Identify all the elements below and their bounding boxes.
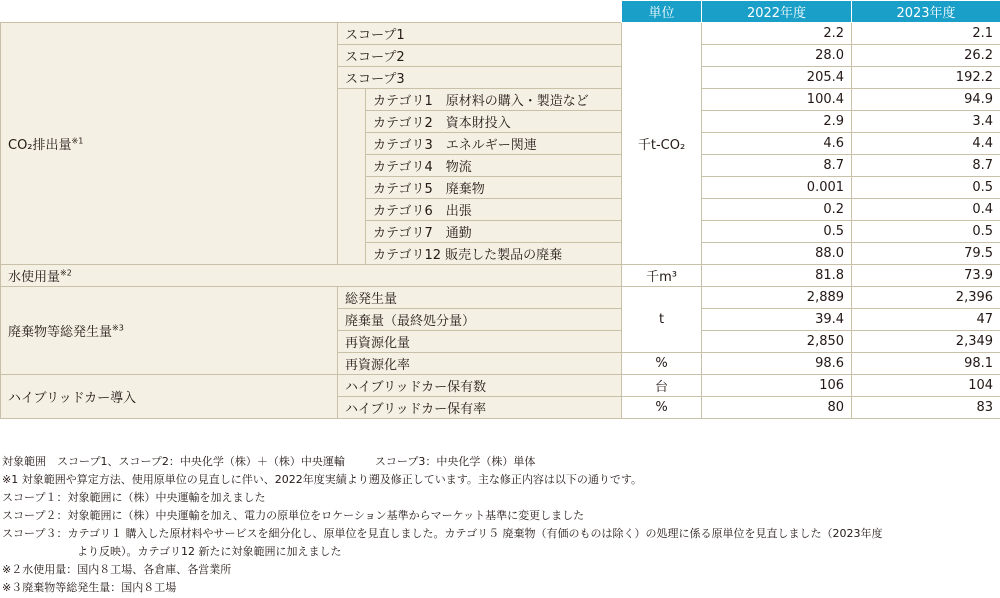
value-cell: 0.5	[852, 221, 1000, 243]
scope-note: 対象範囲 スコープ1、スコープ2：中央化学（株）＋（株）中央運輸 スコープ3：中央化学（株）単体	[2, 455, 536, 468]
value-cell: 2.2	[702, 23, 852, 45]
value-cell: 4.6	[702, 133, 852, 155]
value-cell: 88.0	[702, 243, 852, 265]
table-row	[1, 23, 1000, 45]
category-label: カテゴリ3 エネルギー関連	[366, 133, 622, 155]
header-row	[1, 1, 1000, 23]
category-label: カテゴリ4 物流	[366, 155, 622, 177]
value-cell: 0.4	[852, 199, 1000, 221]
table-row	[1, 287, 1000, 309]
value-cell: 4.4	[852, 133, 1000, 155]
co2-emissions-label: CO₂排出量$^{※1}$	[1, 23, 338, 265]
scope3-note-cont: より反映）。カテゴリ12 新たに対象範囲に加えました	[77, 545, 342, 558]
category-label: カテゴリ6 出張	[366, 199, 622, 221]
hybrid-unit: %	[622, 397, 702, 419]
value-cell: 2.9	[702, 111, 852, 133]
footnotes	[2, 453, 998, 597]
value-cell: 106	[702, 375, 852, 397]
category-label: カテゴリ5 廃棄物	[366, 177, 622, 199]
value-cell: 39.4	[702, 309, 852, 331]
value-cell: 98.6	[702, 353, 852, 375]
value-cell: 8.7	[702, 155, 852, 177]
recycling-rate-unit: %	[622, 353, 702, 375]
recycling-rate-label: 再資源化率	[338, 353, 622, 375]
waste-unit: t	[622, 287, 702, 353]
scope3-label: スコープ3	[338, 67, 622, 89]
hybrid-car-label: ハイブリッドカー導入	[1, 375, 338, 419]
hybrid-row-label: ハイブリッドカー保有数	[338, 375, 622, 397]
value-cell: 104	[852, 375, 1000, 397]
footnote-3: ※３廃棄物等総発生量：国内８工場	[2, 581, 177, 594]
value-cell: 0.5	[852, 177, 1000, 199]
value-cell: 73.9	[852, 265, 1000, 287]
waste-row-label: 再資源化量	[338, 331, 622, 353]
value-cell: 0.001	[702, 177, 852, 199]
table-row	[1, 375, 1000, 397]
value-cell: 94.9	[852, 89, 1000, 111]
header-unit: 単位	[622, 1, 702, 23]
value-cell: 2,850	[702, 331, 852, 353]
value-cell: 98.1	[852, 353, 1000, 375]
category-label: カテゴリ12 販売した製品の廃棄	[366, 243, 622, 265]
value-cell: 28.0	[702, 45, 852, 67]
value-cell: 100.4	[702, 89, 852, 111]
header-year-2022: 2022年度	[702, 1, 852, 23]
value-cell: 26.2	[852, 45, 1000, 67]
value-cell: 2.1	[852, 23, 1000, 45]
footnote-1: ※1 対象範囲や算定方法、使用原単位の見直しに伴い、2022年度実績より遡及修正しています。主な修正内容は以下の通りです。	[2, 473, 642, 486]
value-cell: 2,396	[852, 287, 1000, 309]
scope2-label: スコープ2	[338, 45, 622, 67]
category-label: カテゴリ1 原材料の購入・製造など	[366, 89, 622, 111]
value-cell: 81.8	[702, 265, 852, 287]
value-cell: 80	[702, 397, 852, 419]
footnote-2: ※２水使用量：国内８工場、各倉庫、各営業所	[2, 563, 232, 576]
value-cell: 2,889	[702, 287, 852, 309]
hybrid-unit: 台	[622, 375, 702, 397]
scope1-note: スコープ１：対象範囲に（株）中央運輸を加えました	[2, 491, 266, 504]
scope1-label: スコープ1	[338, 23, 622, 45]
value-cell: 3.4	[852, 111, 1000, 133]
table-row	[1, 265, 1000, 287]
scope3-indent	[338, 89, 366, 265]
note-marker: ※1	[71, 136, 84, 146]
category-label: カテゴリ2 資本財投入	[366, 111, 622, 133]
water-unit: 千m³	[622, 265, 702, 287]
scope3-note: スコープ３：カテゴリ１ 購入した原材料やサービスを細分化し、原単位を見直しました。カテゴリ５ 廃棄物（有価のものは除く）の処理に係る原単位を見直しました（2023年度	[2, 527, 883, 540]
value-cell: 2,349	[852, 331, 1000, 353]
value-cell: 79.5	[852, 243, 1000, 265]
value-cell: 192.2	[852, 67, 1000, 89]
note-marker: ※3	[112, 323, 124, 333]
value-cell: 205.4	[702, 67, 852, 89]
header-blank	[1, 1, 622, 23]
co2-unit: 千t-CO₂	[622, 23, 702, 265]
value-cell: 0.2	[702, 199, 852, 221]
waste-total-label: 廃棄物等総発生量$^{※3}$	[1, 287, 338, 375]
note-marker: ※2	[60, 268, 72, 278]
hybrid-row-label: ハイブリッドカー保有率	[338, 397, 622, 419]
value-cell: 47	[852, 309, 1000, 331]
waste-row-label: 廃棄量（最終処分量）	[338, 309, 622, 331]
water-usage-label: 水使用量$^{※2}$	[1, 265, 622, 287]
value-cell: 83	[852, 397, 1000, 419]
scope2-note: スコープ２：対象範囲に（株）中央運輸を加え、電力の原単位をロケーション基準からマーケット基準に変更しました	[2, 509, 585, 522]
category-label: カテゴリ7 通勤	[366, 221, 622, 243]
header-year-2023: 2023年度	[852, 1, 1000, 23]
value-cell: 8.7	[852, 155, 1000, 177]
value-cell: 0.5	[702, 221, 852, 243]
waste-row-label: 総発生量	[338, 287, 622, 309]
